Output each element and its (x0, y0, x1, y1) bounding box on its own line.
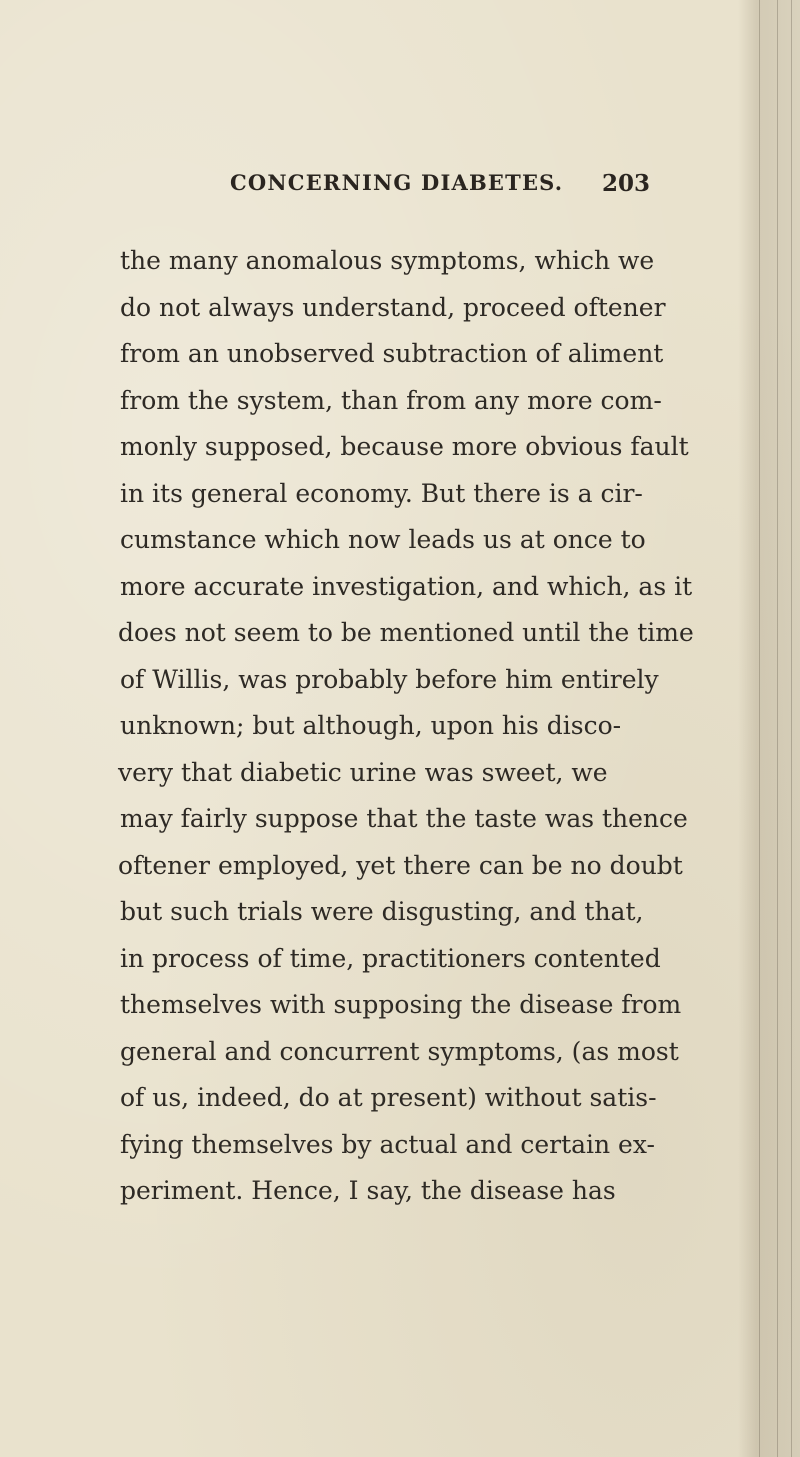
body-text (118, 238, 694, 1215)
page-number: 203 (601, 170, 650, 197)
text-line: the many anomalous symptoms, which we (120, 246, 655, 275)
text-line: general and concurrent symptoms, (as most (120, 1036, 679, 1066)
text-line: very that diabetic urine was sweet, we (118, 757, 608, 787)
text-line: from the system, than from any more com- (120, 385, 662, 415)
text-line: periment. Hence, I say, the disease has (120, 1176, 616, 1205)
text-line: fying themselves by actual and certain ex- (120, 1129, 655, 1159)
text-line: of us, indeed, do at present) without satis- (120, 1083, 657, 1112)
text-line: do not always understand, proceed oftener (120, 292, 666, 322)
page-edge-line (759, 0, 760, 1457)
running-title: CONCERNING DIABETES. (230, 170, 564, 195)
text-line: of Willis, was probably before him entirely (120, 664, 659, 694)
text-line: monly supposed, because more obvious fault (120, 432, 689, 461)
running-head (230, 170, 650, 204)
text-line: but such trials were disgusting, and that, (120, 897, 644, 926)
page-edge-line (777, 0, 778, 1457)
text-line: cumstance which now leads us at once to (120, 525, 646, 554)
text-line: more accurate investigation, and which, as it (120, 571, 693, 601)
text-line: oftener employed, yet there can be no doubt (118, 850, 683, 880)
text-line: does not seem to be mentioned until the time (118, 618, 694, 647)
text-line: unknown; but although, upon his disco- (120, 711, 622, 740)
page-edge-line (791, 0, 792, 1457)
text-line: from an unobserved subtraction of aliment (120, 339, 664, 368)
text-line: may fairly suppose that the taste was thence (120, 804, 688, 833)
text-line: themselves with supposing the disease from (120, 990, 682, 1019)
text-line: in process of time, practitioners contented (120, 943, 661, 973)
text-line: in its general economy. But there is a cir- (120, 478, 643, 508)
